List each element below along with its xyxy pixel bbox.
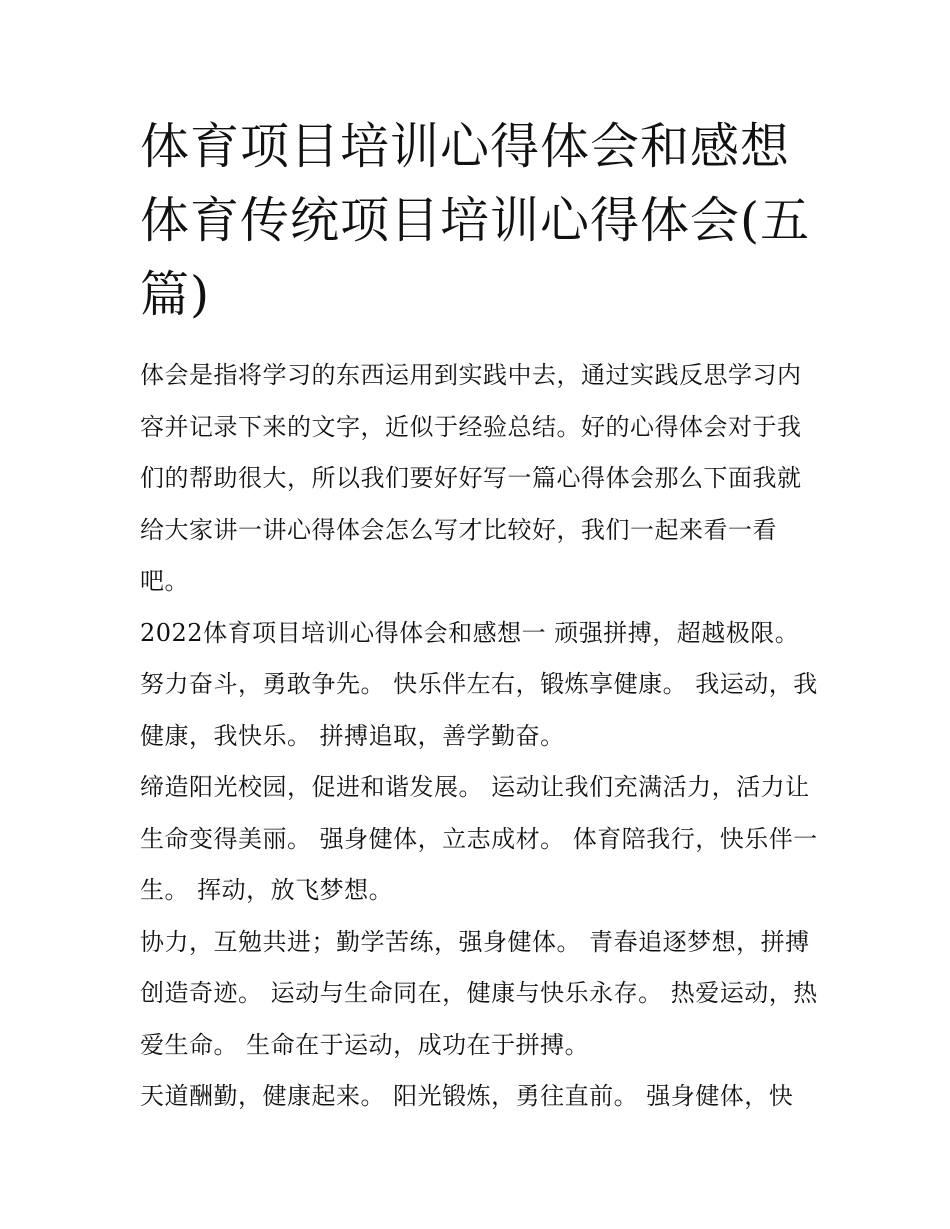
paragraph-slogans-2: 缔造阳光校园，促进和谐发展。 运动让我们充满活力，活力让生命变得美丽。 强身健体，立志成材。 体育陪我行，快乐伴一生。 挥动，放飞梦想。 <box>140 773 818 904</box>
paragraph-slogans-4: 天道酬勤，健康起来。 阳光锻炼，勇往直前。 强身健体，快 <box>140 1082 794 1110</box>
document-body <box>140 110 820 1123</box>
paragraph-intro: 体会是指将学习的东西运用到实践中去，通过实践反思学习内容并记录下来的文字，近似于经验总结。好的心得体会对于我们的帮助很大，所以我们要好好写一篇心得体会那么下面我就给大家讲一讲心得体会怎么写才比较好，我们一起来看一看吧。 <box>140 361 802 595</box>
paragraph-slogans-1: 2022体育项目培训心得体会和感想一 顽强拼搏，超越极限。 努力奋斗，勇敢争先。 快乐伴左右，锻炼享健康。 我运动，我健康，我快乐。 拼搏追取，善学勤奋。 <box>140 618 818 750</box>
document-title: 体育项目培训心得体会和感想体育传统项目培训心得体会(五篇) <box>140 118 811 323</box>
paragraph-slogans-3: 协力，互勉共进；勤学苦练，强身健体。 青春追逐梦想，拼搏创造奇迹。 运动与生命同在，健康与快乐永存。 热爱运动，热爱生命。 生命在于运动，成功在于拼搏。 <box>140 927 818 1059</box>
